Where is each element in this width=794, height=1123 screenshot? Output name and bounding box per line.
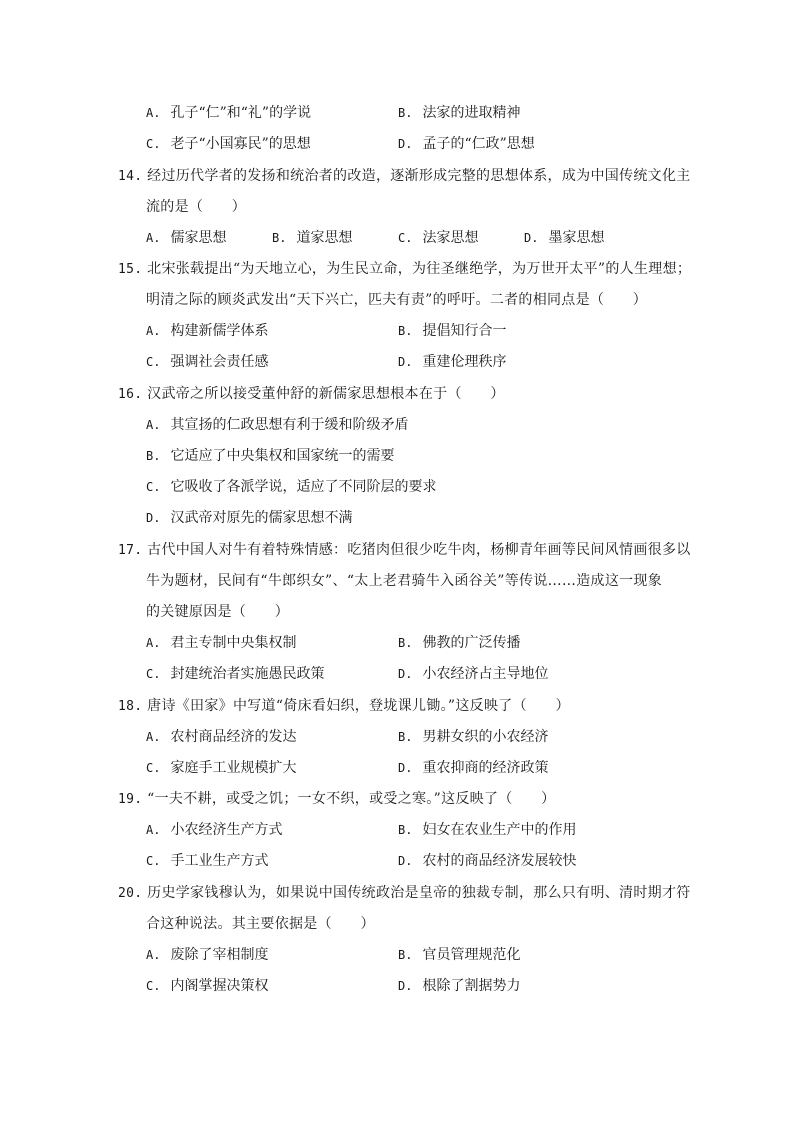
option-letter: D. — [398, 761, 413, 775]
option-letter: D. — [524, 231, 539, 245]
option-text: 墨家思想 — [548, 230, 605, 246]
option-text: 强调社会责任感 — [170, 354, 269, 370]
q13-option-c — [146, 135, 311, 153]
option-letter: D. — [398, 355, 413, 369]
option-letter: C. — [398, 231, 413, 245]
question-number: 19. — [118, 792, 143, 807]
option-letter: B. — [398, 636, 413, 650]
question-text: 经过历代学者的发扬和统治者的改造，逐渐形成完整的思想体系，成为中国传统文化主 — [147, 168, 691, 184]
option-letter: A. — [146, 823, 161, 837]
option-text: 孟子的“仁政”思想 — [422, 136, 535, 152]
option-text: 汉武帝对原先的儒家思想不满 — [170, 510, 353, 526]
option-text: 小农经济生产方式 — [170, 822, 283, 838]
q18-option-d — [398, 759, 548, 777]
option-letter: B. — [146, 449, 161, 463]
q17-stem-line1 — [118, 541, 691, 560]
question-number: 17. — [118, 543, 143, 558]
q19-option-a — [146, 821, 282, 839]
q20-option-a — [146, 946, 268, 964]
option-letter: B. — [398, 948, 413, 962]
option-letter: B. — [272, 231, 287, 245]
option-letter: D. — [398, 979, 413, 993]
q14-option-b — [272, 229, 352, 247]
option-letter: A. — [146, 418, 161, 432]
q20-stem-line1 — [118, 884, 691, 903]
option-letter: A. — [146, 730, 161, 744]
q16-option-c — [146, 478, 436, 496]
question-text: 北宋张载提出“为天地立心，为生民立命，为往圣继绝学，为万世开太平”的人生理想； — [147, 261, 692, 277]
option-text: 内阁掌握决策权 — [170, 978, 269, 994]
option-text: 法家的进取精神 — [422, 105, 521, 121]
q14-stem-line1 — [118, 167, 691, 186]
option-text: 它适应了中央集权和国家统一的需要 — [170, 448, 395, 464]
option-text: 它吸收了各派学说，适应了不同阶层的要求 — [170, 479, 437, 495]
option-text: 儒家思想 — [170, 230, 227, 246]
q14-stem-line2: 流的是（ ） — [146, 199, 247, 215]
q20-option-d — [398, 977, 520, 995]
option-text: 构建新儒学体系 — [170, 323, 269, 339]
option-letter: A. — [146, 106, 161, 120]
q20-option-b — [398, 946, 520, 964]
option-letter: A. — [146, 324, 161, 338]
option-letter: C. — [146, 667, 161, 681]
question-number: 15. — [118, 262, 143, 277]
option-text: 根除了割据势力 — [422, 978, 521, 994]
q16-option-a — [146, 416, 408, 434]
q18-option-b — [398, 728, 548, 746]
option-text: 手工业生产方式 — [170, 853, 269, 869]
q15-option-b — [398, 322, 506, 340]
q14-option-a — [146, 229, 226, 247]
q19-option-d — [398, 852, 576, 870]
q14-option-d — [524, 229, 604, 247]
q17-option-d — [398, 665, 548, 683]
q13-option-a — [146, 104, 311, 122]
option-letter: C. — [146, 979, 161, 993]
option-text: 佛教的广泛传播 — [422, 635, 521, 651]
option-letter: B. — [398, 730, 413, 744]
q17-option-b — [398, 634, 520, 652]
question-text: 古代中国人对牛有着特殊情感：吃猪肉但很少吃牛肉，杨柳青年画等民间风情画很多以 — [147, 542, 691, 558]
question-number: 18. — [118, 699, 143, 714]
option-text: 老子“小国寡民”的思想 — [170, 136, 311, 152]
option-letter: A. — [146, 636, 161, 650]
q17-option-a — [146, 634, 296, 652]
q16-stem-line1 — [118, 385, 505, 404]
question-text: 历史学家钱穆认为，如果说中国传统政治是皇帝的独裁专制，那么只有明、清时期才符 — [147, 885, 691, 901]
option-text: 君主专制中央集权制 — [170, 635, 297, 651]
q19-stem-line1 — [118, 790, 555, 809]
option-letter: A. — [146, 948, 161, 962]
option-letter: C. — [146, 355, 161, 369]
question-text: “一夫不耕，或受之饥；一女不织，或受之寒。”这反映了（ ） — [147, 791, 556, 807]
question-text: 唐诗《田家》中写道“倚床看妇织，登垅课儿锄。”这反映了（ ） — [147, 698, 570, 714]
q15-stem-line2: 明清之际的顾炎武发出“天下兴亡，匹夫有责”的呼吁。二者的相同点是（ ） — [146, 292, 648, 308]
q15-option-a — [146, 322, 268, 340]
q15-option-d — [398, 353, 506, 371]
question-number: 14. — [118, 169, 143, 184]
option-letter: D. — [398, 137, 413, 151]
option-text: 废除了宰相制度 — [170, 947, 269, 963]
option-text: 孔子“仁”和“礼”的学说 — [170, 105, 312, 121]
option-letter: D. — [398, 667, 413, 681]
option-text: 家庭手工业规模扩大 — [170, 760, 297, 776]
option-letter: C. — [146, 480, 161, 494]
option-text: 提倡知行合一 — [422, 323, 507, 339]
q13-option-b — [398, 104, 520, 122]
option-letter: B. — [398, 106, 413, 120]
question-number: 16. — [118, 387, 143, 402]
q18-stem-line1 — [118, 697, 570, 716]
option-letter: B. — [398, 324, 413, 338]
q14-option-c — [398, 229, 478, 247]
q15-stem-line1 — [118, 260, 691, 279]
q18-option-c — [146, 759, 296, 777]
option-letter: B. — [398, 823, 413, 837]
option-text: 农村的商品经济发展较快 — [422, 853, 577, 869]
option-letter: C. — [146, 137, 161, 151]
q13-option-d — [398, 135, 535, 153]
option-text: 重农抑商的经济政策 — [422, 760, 549, 776]
option-text: 道家思想 — [296, 230, 353, 246]
q17-stem-line2: 牛为题材，民间有“牛郎织女”、“太上老君骑牛入函谷关”等传说……造成这一现象 — [146, 573, 663, 589]
option-letter: C. — [146, 854, 161, 868]
option-letter: A. — [146, 231, 161, 245]
question-text: 汉武帝之所以接受董仲舒的新儒家思想根本在于（ ） — [147, 386, 505, 402]
q19-option-b — [398, 821, 576, 839]
option-text: 法家思想 — [422, 230, 479, 246]
q18-option-a — [146, 728, 296, 746]
option-letter: D. — [146, 511, 161, 525]
q20-stem-line2: 合这种说法。其主要依据是（ ） — [146, 916, 375, 932]
q15-option-c — [146, 353, 268, 371]
q17-stem-line3: 的关键原因是（ ） — [146, 604, 289, 620]
q16-option-d — [146, 509, 352, 527]
q17-option-c — [146, 665, 324, 683]
q16-option-b — [146, 447, 394, 465]
q20-option-c — [146, 977, 268, 995]
option-text: 妇女在农业生产中的作用 — [422, 822, 577, 838]
option-text: 官员管理规范化 — [422, 947, 521, 963]
option-text: 重建伦理秩序 — [422, 354, 507, 370]
option-text: 男耕女织的小农经济 — [422, 729, 549, 745]
option-text: 其宣扬的仁政思想有利于缓和阶级矛盾 — [170, 417, 409, 433]
option-text: 农村商品经济的发达 — [170, 729, 297, 745]
option-letter: D. — [398, 854, 413, 868]
option-text: 封建统治者实施愚民政策 — [170, 666, 325, 682]
option-text: 小农经济占主导地位 — [422, 666, 549, 682]
option-letter: C. — [146, 761, 161, 775]
q19-option-c — [146, 852, 268, 870]
question-number: 20. — [118, 886, 143, 901]
